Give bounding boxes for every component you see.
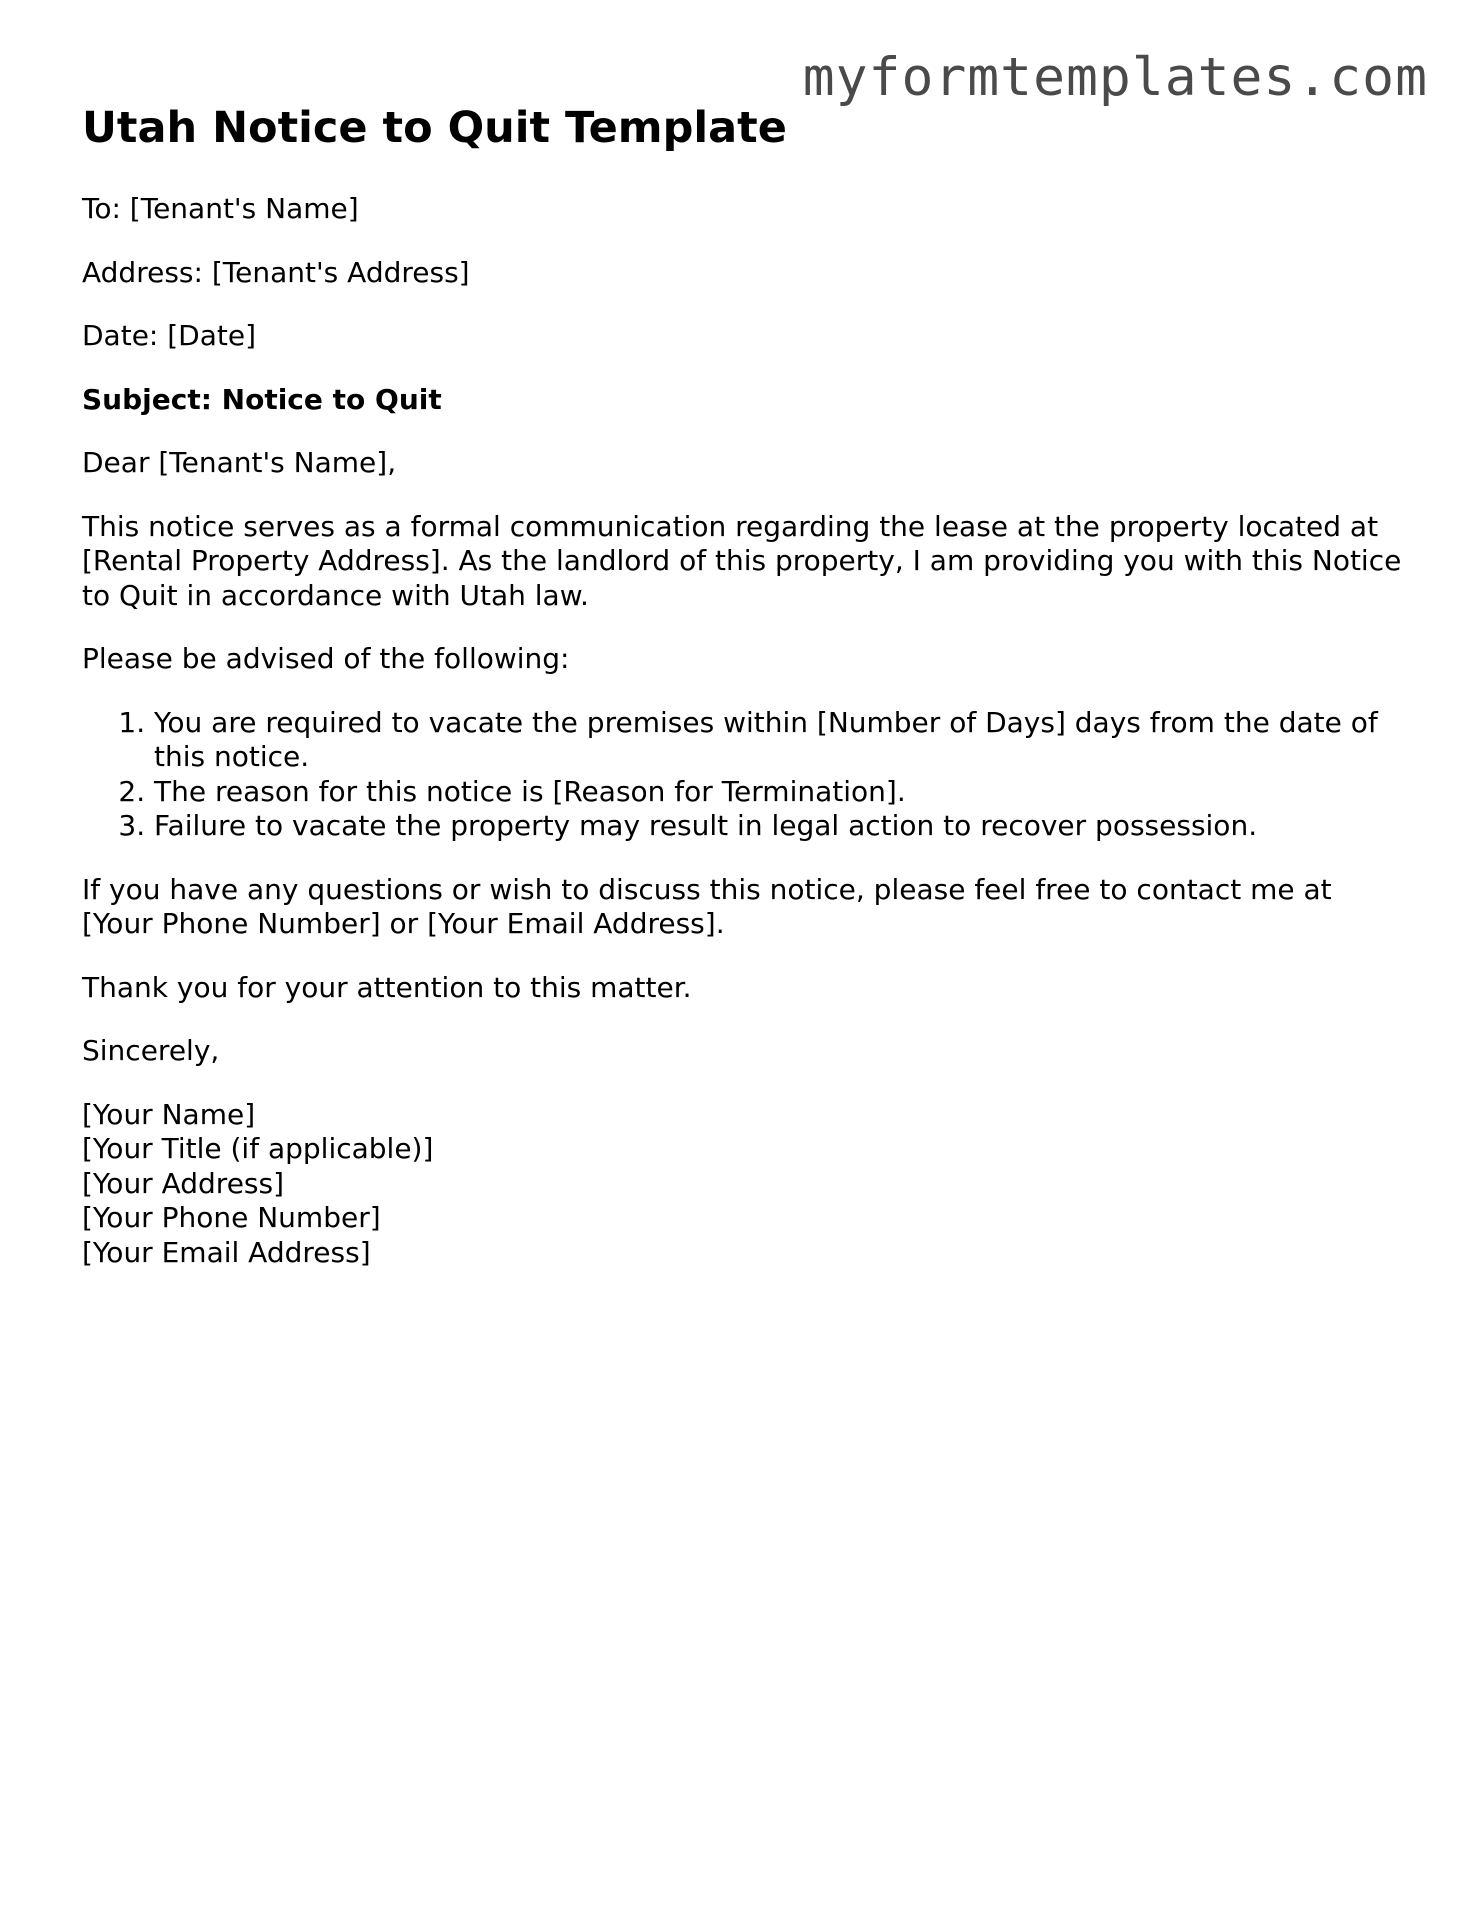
list-item: 2. The reason for this notice is [Reason for Termination].	[154, 775, 1402, 810]
notice-terms-list	[82, 706, 1402, 844]
document-page	[82, 100, 1402, 1270]
list-item: 3. Failure to vacate the property may result in legal action to recover possession.	[154, 809, 1402, 844]
signature-title: [Your Title (if applicable)]	[82, 1132, 434, 1165]
list-item: 1. You are required to vacate the premises within [Number of Days] days from the date of this notice.	[154, 706, 1402, 775]
date-line: Date: [Date]	[82, 319, 257, 352]
subject-line: Subject: Notice to Quit	[82, 382, 442, 416]
intro-paragraph: This notice serves as a formal communication regarding the lease at the property located at [Rental Property Address]. As the landlord of this property, I am providing you with this Notice to Quit in accordance with Utah law.	[82, 509, 1402, 612]
signature-email: [Your Email Address]	[82, 1235, 371, 1269]
recipient-address-line: Address: [Tenant's Address]	[82, 255, 470, 289]
document-title: Utah Notice to Quit Template	[82, 103, 787, 153]
salutation: Dear [Tenant's Name],	[82, 446, 397, 479]
advised-line: Please be advised of the following:	[82, 642, 570, 675]
thanks-line: Thank you for your attention to this matter.	[82, 970, 692, 1004]
site-watermark: myformtemplates.com	[802, 47, 1428, 108]
contact-paragraph: If you have any questions or wish to discuss this notice, please feel free to contact me at [Your Phone Number] or [Your Email Address].	[82, 872, 1332, 940]
signature-address: [Your Address]	[82, 1166, 285, 1200]
signature-phone: [Your Phone Number]	[82, 1201, 381, 1234]
closing-line: Sincerely,	[82, 1034, 220, 1067]
recipient-line: To: [Tenant's Name]	[82, 192, 359, 225]
signature-block	[82, 1098, 1402, 1271]
signature-name: [Your Name]	[82, 1097, 256, 1131]
